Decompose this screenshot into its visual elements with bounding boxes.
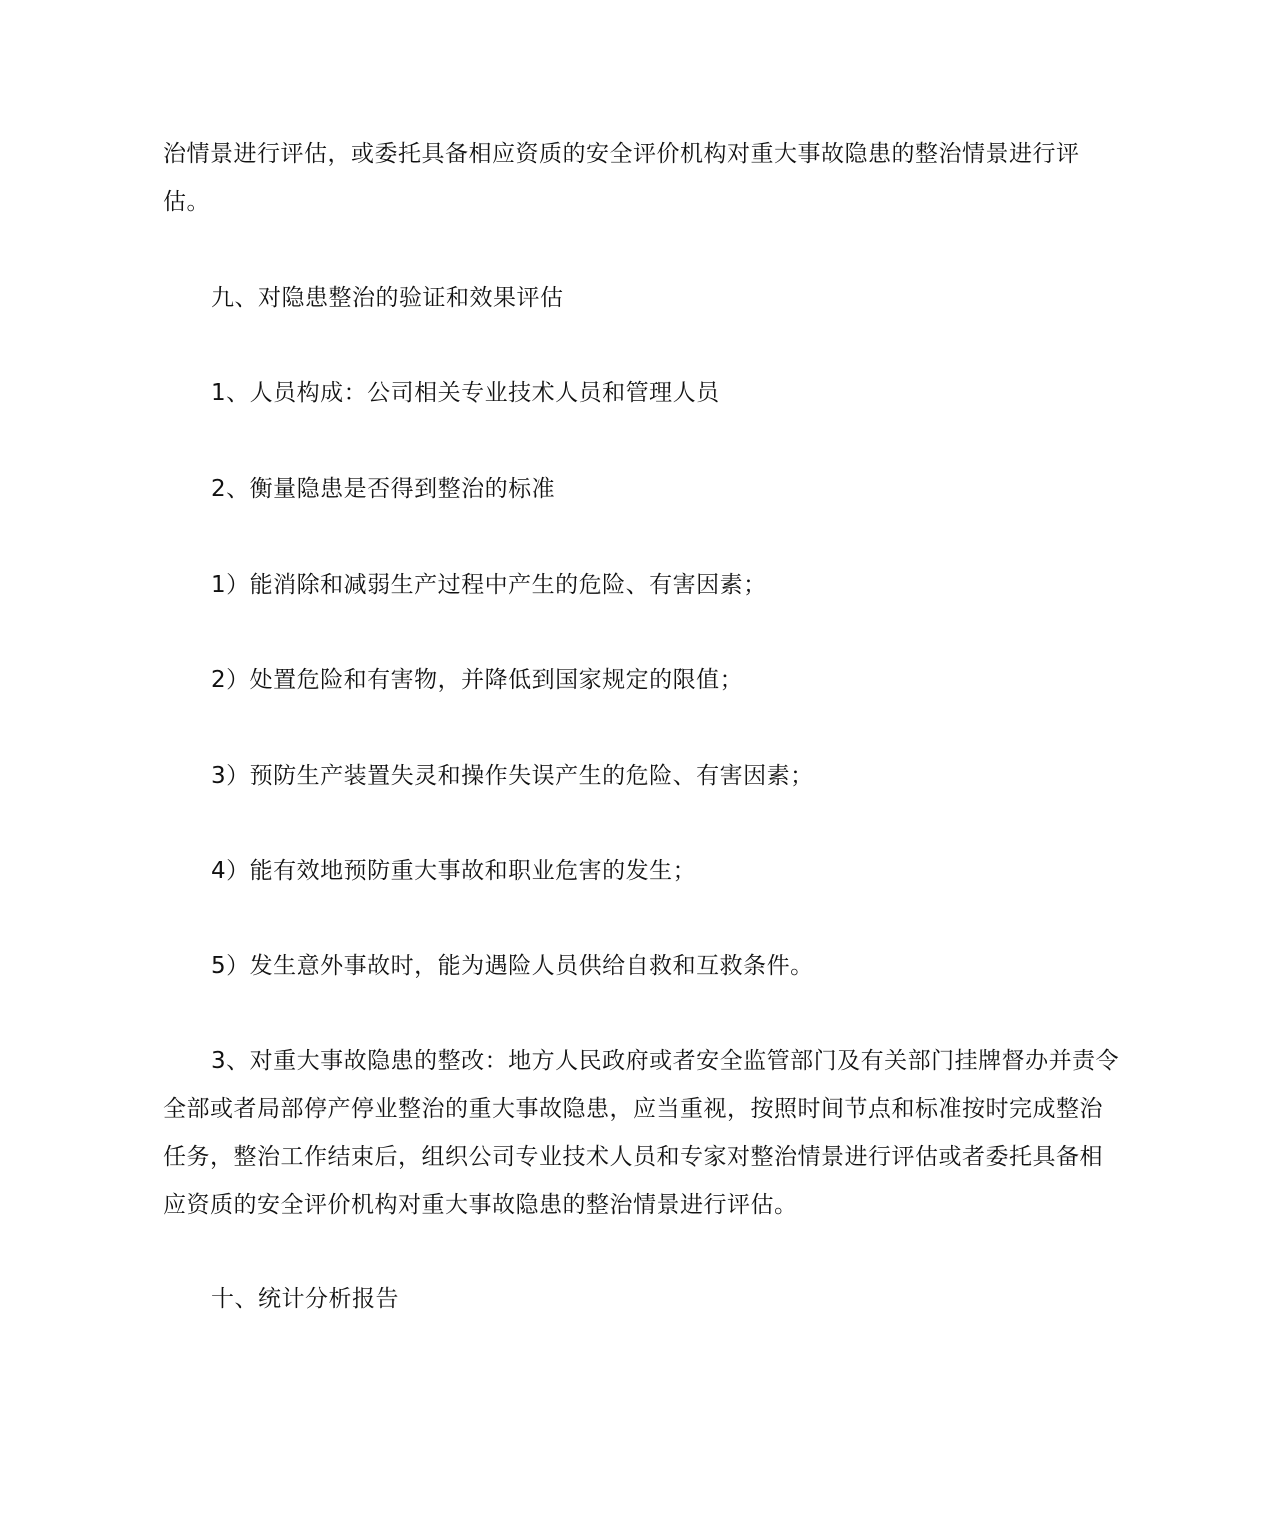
- item-personnel: 1、人员构成：公司相关专业技术人员和管理人员: [211, 380, 720, 406]
- criterion-5: 5）发生意外事故时，能为遇险人员供给自救和互救条件。: [211, 953, 814, 979]
- criterion-2: 2）处置危险和有害物，并降低到国家规定的限值；: [211, 667, 744, 693]
- criterion-1: 1）能消除和减弱生产过程中产生的危险、有害因素；: [211, 572, 767, 598]
- criterion-3: 3）预防生产装置失灵和操作失误产生的危险、有害因素；: [211, 763, 814, 789]
- criterion-4: 4）能有效地预防重大事故和职业危害的发生；: [211, 858, 697, 884]
- section-heading-9: 九、对隐患整治的验证和效果评估: [211, 285, 564, 311]
- item-rectification: 3、对重大事故隐患的整改：地方人民政府或者安全监管部门及有关部门挂牌督办并责令全部或者局部停产停业整治的重大事故隐患，应当重视，按照时间节点和标准按时完成整治任务，整治工作结束后，组织公司专业技术人员和专家对整治情景进行评估或者委托具备相应资质的安全评价机构对重大事故隐患的整治情景进行评估。: [163, 1048, 1120, 1218]
- section-heading-10: 十、统计分析报告: [211, 1286, 399, 1312]
- paragraph-continuation: 治情景进行评估，或委托具备相应资质的安全评价机构对重大事故隐患的整治情景进行评估。: [163, 141, 1080, 215]
- item-standard: 2、衡量隐患是否得到整治的标准: [211, 476, 556, 502]
